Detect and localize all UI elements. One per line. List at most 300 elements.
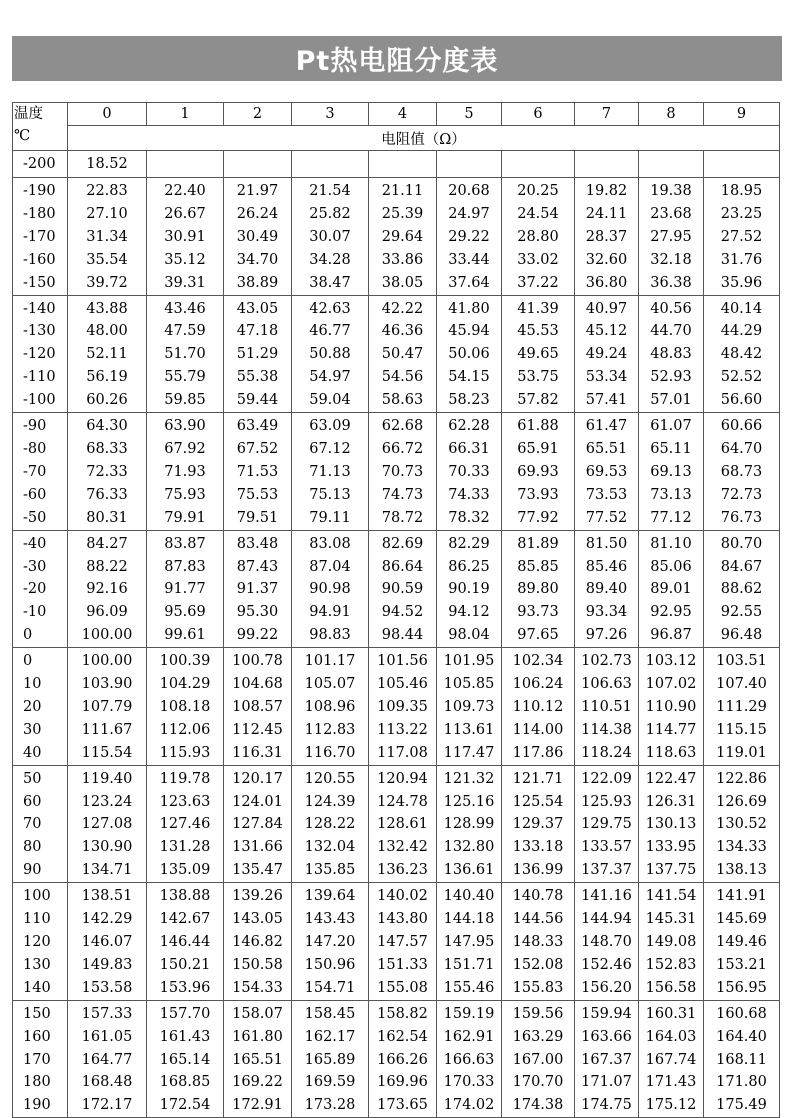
resistance-cell: 156.20 — [575, 977, 639, 1000]
resistance-cell: 58.23 — [437, 389, 502, 412]
resistance-cell: 171.07 — [575, 1071, 639, 1094]
temperature-cell: 140 — [13, 977, 68, 1000]
resistance-cell: 40.14 — [704, 295, 780, 320]
resistance-cell: 35.12 — [147, 249, 224, 272]
table-row — [13, 389, 780, 412]
table-row — [13, 507, 780, 530]
temperature-cell: -190 — [13, 178, 68, 203]
resistance-cell: 166.63 — [437, 1049, 502, 1072]
resistance-cell: 119.01 — [704, 742, 780, 765]
resistance-cell: 149.46 — [704, 931, 780, 954]
resistance-cell: 132.42 — [369, 836, 437, 859]
resistance-cell: 146.82 — [224, 931, 292, 954]
resistance-cell: 83.87 — [147, 530, 224, 555]
resistance-cell: 152.08 — [502, 954, 575, 977]
resistance-cell: 57.41 — [575, 389, 639, 412]
resistance-cell: 148.33 — [502, 931, 575, 954]
table-row — [13, 203, 780, 226]
row-group — [13, 883, 780, 1001]
resistance-cell: 96.09 — [68, 601, 147, 624]
resistance-cell: 132.04 — [292, 836, 369, 859]
digit-header: 2 — [224, 103, 292, 126]
resistance-cell: 78.32 — [437, 507, 502, 530]
temperature-cell: -50 — [13, 507, 68, 530]
resistance-cell: 75.53 — [224, 484, 292, 507]
resistance-cell: 52.52 — [704, 366, 780, 389]
resistance-cell: 35.54 — [68, 249, 147, 272]
temperature-cell: 0 — [13, 624, 68, 647]
temperature-cell: 60 — [13, 791, 68, 814]
resistance-cell: 100.78 — [224, 648, 292, 673]
resistance-cell: 50.47 — [369, 343, 437, 366]
resistance-cell: 110.12 — [502, 696, 575, 719]
resistance-cell: 46.77 — [292, 320, 369, 343]
resistance-cell: 101.56 — [369, 648, 437, 673]
resistance-cell: 128.22 — [292, 813, 369, 836]
resistance-cell: 27.52 — [704, 226, 780, 249]
resistance-cell: 52.11 — [68, 343, 147, 366]
resistance-cell: 123.24 — [68, 791, 147, 814]
resistance-cell: 112.06 — [147, 719, 224, 742]
resistance-cell: 28.80 — [502, 226, 575, 249]
empty-cell — [639, 151, 704, 178]
row-group — [13, 648, 780, 766]
empty-cell — [575, 151, 639, 178]
temperature-cell: -150 — [13, 272, 68, 295]
resistance-cell: 61.07 — [639, 413, 704, 438]
resistance-cell: 32.60 — [575, 249, 639, 272]
resistance-cell: 95.69 — [147, 601, 224, 624]
table-row — [13, 438, 780, 461]
resistance-cell: 63.90 — [147, 413, 224, 438]
resistance-cell: 75.93 — [147, 484, 224, 507]
resistance-cell: 107.79 — [68, 696, 147, 719]
temperature-cell: 70 — [13, 813, 68, 836]
resistance-cell: 168.11 — [704, 1049, 780, 1072]
resistance-cell: 45.12 — [575, 320, 639, 343]
resistance-cell: 150.21 — [147, 954, 224, 977]
resistance-cell: 94.91 — [292, 601, 369, 624]
resistance-cell: 171.43 — [639, 1071, 704, 1094]
table-row — [13, 343, 780, 366]
resistance-cell: 93.73 — [502, 601, 575, 624]
resistance-cell: 121.71 — [502, 765, 575, 790]
resistance-cell: 99.61 — [147, 624, 224, 647]
resistance-cell: 131.66 — [224, 836, 292, 859]
resistance-cell: 99.22 — [224, 624, 292, 647]
resistance-cell: 109.73 — [437, 696, 502, 719]
table-row — [13, 859, 780, 882]
resistance-cell: 84.27 — [68, 530, 147, 555]
resistance-cell: 130.90 — [68, 836, 147, 859]
resistance-cell: 88.62 — [704, 578, 780, 601]
resistance-cell: 76.73 — [704, 507, 780, 530]
resistance-cell: 67.52 — [224, 438, 292, 461]
resistance-cell: 78.72 — [369, 507, 437, 530]
resistance-cell: 144.94 — [575, 908, 639, 931]
resistance-cell: 64.30 — [68, 413, 147, 438]
resistance-cell: 20.25 — [502, 178, 575, 203]
resistance-cell: 173.65 — [369, 1094, 437, 1117]
resistance-cell: 164.77 — [68, 1049, 147, 1072]
resistance-cell: 175.49 — [704, 1094, 780, 1117]
resistance-cell: 48.00 — [68, 320, 147, 343]
resistance-cell: 28.37 — [575, 226, 639, 249]
resistance-cell: 101.95 — [437, 648, 502, 673]
digit-header: 4 — [369, 103, 437, 126]
resistance-cell: 153.21 — [704, 954, 780, 977]
resistance-cell: 154.33 — [224, 977, 292, 1000]
resistance-cell: 140.02 — [369, 883, 437, 908]
temperature-cell: -110 — [13, 366, 68, 389]
resistance-cell: 76.33 — [68, 484, 147, 507]
table-row — [13, 977, 780, 1000]
resistance-cell: 129.75 — [575, 813, 639, 836]
table-row — [13, 624, 780, 647]
digit-header: 8 — [639, 103, 704, 126]
resistance-cell: 62.28 — [437, 413, 502, 438]
resistance-cell: 145.69 — [704, 908, 780, 931]
resistance-cell: 136.99 — [502, 859, 575, 882]
resistance-cell: 73.13 — [639, 484, 704, 507]
resistance-cell: 127.46 — [147, 813, 224, 836]
resistance-cell: 48.42 — [704, 343, 780, 366]
resistance-cell: 47.59 — [147, 320, 224, 343]
resistance-cell: 102.73 — [575, 648, 639, 673]
resistance-cell: 161.80 — [224, 1026, 292, 1049]
resistance-cell: 141.16 — [575, 883, 639, 908]
resistance-cell: 86.25 — [437, 556, 502, 579]
resistance-cell: 109.35 — [369, 696, 437, 719]
resistance-cell: 98.04 — [437, 624, 502, 647]
table-row — [13, 413, 780, 438]
resistance-cell: 72.33 — [68, 461, 147, 484]
resistance-cell: 31.34 — [68, 226, 147, 249]
resistance-cell: 102.34 — [502, 648, 575, 673]
resistance-cell: 73.53 — [575, 484, 639, 507]
temperature-label: 温度 — [14, 106, 43, 122]
resistance-cell: 39.31 — [147, 272, 224, 295]
digit-header: 9 — [704, 103, 780, 126]
temperature-cell: -70 — [13, 461, 68, 484]
temperature-cell: -160 — [13, 249, 68, 272]
resistance-cell: 159.19 — [437, 1000, 502, 1025]
resistance-cell: 114.00 — [502, 719, 575, 742]
resistance-cell: 41.39 — [502, 295, 575, 320]
empty-cell — [224, 151, 292, 178]
resistance-cell: 60.26 — [68, 389, 147, 412]
resistance-cell: 71.93 — [147, 461, 224, 484]
resistance-cell: 172.91 — [224, 1094, 292, 1117]
resistance-cell: 103.51 — [704, 648, 780, 673]
resistance-cell: 39.72 — [68, 272, 147, 295]
resistance-cell: 128.99 — [437, 813, 502, 836]
resistance-cell: 25.82 — [292, 203, 369, 226]
resistance-cell: 24.54 — [502, 203, 575, 226]
resistance-cell: 21.54 — [292, 178, 369, 203]
digit-header: 3 — [292, 103, 369, 126]
temperature-cell: -140 — [13, 295, 68, 320]
resistance-cell: 140.78 — [502, 883, 575, 908]
table-row — [13, 908, 780, 931]
resistance-cell: 84.67 — [704, 556, 780, 579]
resistance-cell: 169.59 — [292, 1071, 369, 1094]
resistance-cell: 53.34 — [575, 366, 639, 389]
resistance-cell: 43.88 — [68, 295, 147, 320]
resistance-cell: 94.12 — [437, 601, 502, 624]
resistance-cell: 140.40 — [437, 883, 502, 908]
resistance-cell: 110.51 — [575, 696, 639, 719]
resistance-cell: 98.83 — [292, 624, 369, 647]
resistance-cell: 54.97 — [292, 366, 369, 389]
resistance-cell: 59.04 — [292, 389, 369, 412]
resistance-cell: 159.94 — [575, 1000, 639, 1025]
resistance-cell: 90.98 — [292, 578, 369, 601]
resistance-cell: 146.07 — [68, 931, 147, 954]
resistance-cell: 154.71 — [292, 977, 369, 1000]
resistance-cell: 57.01 — [639, 389, 704, 412]
resistance-cell: 29.64 — [369, 226, 437, 249]
resistance-cell: 37.22 — [502, 272, 575, 295]
temperature-cell: -10 — [13, 601, 68, 624]
resistance-cell: 119.40 — [68, 765, 147, 790]
resistance-cell: 115.54 — [68, 742, 147, 765]
resistance-cell: 83.08 — [292, 530, 369, 555]
digit-header: 6 — [502, 103, 575, 126]
resistance-cell: 21.97 — [224, 178, 292, 203]
resistance-cell: 118.63 — [639, 742, 704, 765]
resistance-cell: 144.18 — [437, 908, 502, 931]
resistance-cell: 158.45 — [292, 1000, 369, 1025]
resistance-cell: 129.37 — [502, 813, 575, 836]
resistance-cell: 112.83 — [292, 719, 369, 742]
resistance-cell: 138.88 — [147, 883, 224, 908]
resistance-cell: 147.95 — [437, 931, 502, 954]
resistance-cell: 134.33 — [704, 836, 780, 859]
resistance-cell: 41.80 — [437, 295, 502, 320]
resistance-cell: 138.51 — [68, 883, 147, 908]
resistance-cell: 172.17 — [68, 1094, 147, 1117]
resistance-cell: 79.11 — [292, 507, 369, 530]
resistance-cell: 157.70 — [147, 1000, 224, 1025]
resistance-cell: 90.59 — [369, 578, 437, 601]
resistance-cell: 106.24 — [502, 673, 575, 696]
resistance-cell: 94.52 — [369, 601, 437, 624]
resistance-cell: 161.05 — [68, 1026, 147, 1049]
table-row — [13, 1000, 780, 1025]
row-group — [13, 178, 780, 296]
resistance-cell: 169.22 — [224, 1071, 292, 1094]
resistance-cell: 64.70 — [704, 438, 780, 461]
resistance-cell: 150.58 — [224, 954, 292, 977]
resistance-cell: 82.29 — [437, 530, 502, 555]
temperature-cell: -120 — [13, 343, 68, 366]
resistance-cell: 153.58 — [68, 977, 147, 1000]
resistance-cell: 33.44 — [437, 249, 502, 272]
resistance-cell: 58.63 — [369, 389, 437, 412]
resistance-cell: 165.89 — [292, 1049, 369, 1072]
resistance-cell: 35.96 — [704, 272, 780, 295]
resistance-cell: 51.70 — [147, 343, 224, 366]
resistance-cell: 141.91 — [704, 883, 780, 908]
resistance-cell: 85.06 — [639, 556, 704, 579]
resistance-cell: 135.85 — [292, 859, 369, 882]
resistance-cell: 79.91 — [147, 507, 224, 530]
resistance-cell: 38.47 — [292, 272, 369, 295]
resistance-cell: 117.47 — [437, 742, 502, 765]
resistance-cell: 49.24 — [575, 343, 639, 366]
resistance-cell: 22.40 — [147, 178, 224, 203]
resistance-cell: 92.55 — [704, 601, 780, 624]
resistance-cell: 97.65 — [502, 624, 575, 647]
temperature-cell: -130 — [13, 320, 68, 343]
temperature-cell: 180 — [13, 1071, 68, 1094]
temperature-cell: 20 — [13, 696, 68, 719]
resistance-cell: 160.31 — [639, 1000, 704, 1025]
resistance-cell: 30.49 — [224, 226, 292, 249]
resistance-cell: 77.12 — [639, 507, 704, 530]
temperature-header — [13, 103, 68, 151]
table-row — [13, 1094, 780, 1117]
resistance-cell: 139.26 — [224, 883, 292, 908]
resistance-cell: 145.31 — [639, 908, 704, 931]
resistance-cell: 118.24 — [575, 742, 639, 765]
resistance-cell: 120.17 — [224, 765, 292, 790]
resistance-cell: 88.22 — [68, 556, 147, 579]
resistance-cell: 59.44 — [224, 389, 292, 412]
resistance-cell: 124.01 — [224, 791, 292, 814]
table-row — [13, 272, 780, 295]
resistance-cell: 32.18 — [639, 249, 704, 272]
table-row — [13, 320, 780, 343]
table-row — [13, 530, 780, 555]
resistance-cell: 152.46 — [575, 954, 639, 977]
resistance-cell: 105.85 — [437, 673, 502, 696]
table-row — [13, 883, 780, 908]
resistance-cell: 52.93 — [639, 366, 704, 389]
resistance-cell: 95.30 — [224, 601, 292, 624]
temperature-cell: 0 — [13, 648, 68, 673]
table-row — [13, 648, 780, 673]
resistance-cell: 162.54 — [369, 1026, 437, 1049]
resistance-cell: 126.31 — [639, 791, 704, 814]
resistance-cell: 86.64 — [369, 556, 437, 579]
table-row — [13, 366, 780, 389]
resistance-cell: 69.93 — [502, 461, 575, 484]
resistance-cell: 55.79 — [147, 366, 224, 389]
resistance-cell: 115.93 — [147, 742, 224, 765]
temperature-cell: 190 — [13, 1094, 68, 1117]
resistance-cell: 61.88 — [502, 413, 575, 438]
resistance-cell: 54.15 — [437, 366, 502, 389]
temperature-cell: 160 — [13, 1026, 68, 1049]
resistance-cell: 29.22 — [437, 226, 502, 249]
resistance-cell: 137.37 — [575, 859, 639, 882]
resistance-cell: 87.83 — [147, 556, 224, 579]
temperature-cell: -200 — [13, 151, 68, 178]
temperature-cell: 100 — [13, 883, 68, 908]
resistance-cell: 27.95 — [639, 226, 704, 249]
resistance-cell: 87.04 — [292, 556, 369, 579]
resistance-cell: 153.96 — [147, 977, 224, 1000]
resistance-cell: 87.43 — [224, 556, 292, 579]
row-group — [13, 295, 780, 413]
resistance-cell: 103.12 — [639, 648, 704, 673]
resistance-cell: 108.96 — [292, 696, 369, 719]
resistance-cell: 33.02 — [502, 249, 575, 272]
resistance-cell: 96.48 — [704, 624, 780, 647]
resistance-cell: 23.68 — [639, 203, 704, 226]
resistance-cell: 68.73 — [704, 461, 780, 484]
resistance-cell: 128.61 — [369, 813, 437, 836]
resistance-cell: 80.31 — [68, 507, 147, 530]
digit-header: 0 — [68, 103, 147, 126]
resistance-cell: 89.80 — [502, 578, 575, 601]
resistance-cell: 92.16 — [68, 578, 147, 601]
resistance-cell: 81.10 — [639, 530, 704, 555]
resistance-cell: 77.92 — [502, 507, 575, 530]
resistance-cell: 24.97 — [437, 203, 502, 226]
digit-header: 1 — [147, 103, 224, 126]
table-row — [13, 484, 780, 507]
resistance-cell: 34.70 — [224, 249, 292, 272]
resistance-cell: 66.31 — [437, 438, 502, 461]
resistance-cell: 167.74 — [639, 1049, 704, 1072]
digit-header: 7 — [575, 103, 639, 126]
resistance-cell: 149.08 — [639, 931, 704, 954]
temperature-cell: -40 — [13, 530, 68, 555]
row-group — [13, 765, 780, 883]
resistance-cell: 117.86 — [502, 742, 575, 765]
table-row — [13, 295, 780, 320]
resistance-cell: 70.73 — [369, 461, 437, 484]
resistance-cell: 167.00 — [502, 1049, 575, 1072]
resistance-cell: 71.13 — [292, 461, 369, 484]
resistance-cell: 111.67 — [68, 719, 147, 742]
resistance-cell: 67.92 — [147, 438, 224, 461]
resistance-cell: 151.33 — [369, 954, 437, 977]
resistance-cell: 81.89 — [502, 530, 575, 555]
temperature-cell: -60 — [13, 484, 68, 507]
resistance-cell: 147.20 — [292, 931, 369, 954]
resistance-cell: 137.75 — [639, 859, 704, 882]
table-row — [13, 461, 780, 484]
resistance-cell: 135.09 — [147, 859, 224, 882]
resistance-cell: 104.29 — [147, 673, 224, 696]
resistance-cell: 114.38 — [575, 719, 639, 742]
resistance-cell: 143.05 — [224, 908, 292, 931]
table-row — [13, 696, 780, 719]
resistance-cell: 174.02 — [437, 1094, 502, 1117]
resistance-cell: 98.44 — [369, 624, 437, 647]
resistance-cell: 45.53 — [502, 320, 575, 343]
resistance-cell: 152.83 — [639, 954, 704, 977]
resistance-cell: 112.45 — [224, 719, 292, 742]
resistance-cell: 131.28 — [147, 836, 224, 859]
temperature-cell: 130 — [13, 954, 68, 977]
resistance-cell: 21.11 — [369, 178, 437, 203]
resistance-cell: 135.47 — [224, 859, 292, 882]
resistance-cell: 34.28 — [292, 249, 369, 272]
resistance-cell: 174.75 — [575, 1094, 639, 1117]
table-row — [13, 836, 780, 859]
resistance-cell: 158.07 — [224, 1000, 292, 1025]
resistance-cell: 49.65 — [502, 343, 575, 366]
resistance-cell: 50.06 — [437, 343, 502, 366]
temperature-cell: -20 — [13, 578, 68, 601]
empty-cell — [502, 151, 575, 178]
resistance-cell: 37.64 — [437, 272, 502, 295]
